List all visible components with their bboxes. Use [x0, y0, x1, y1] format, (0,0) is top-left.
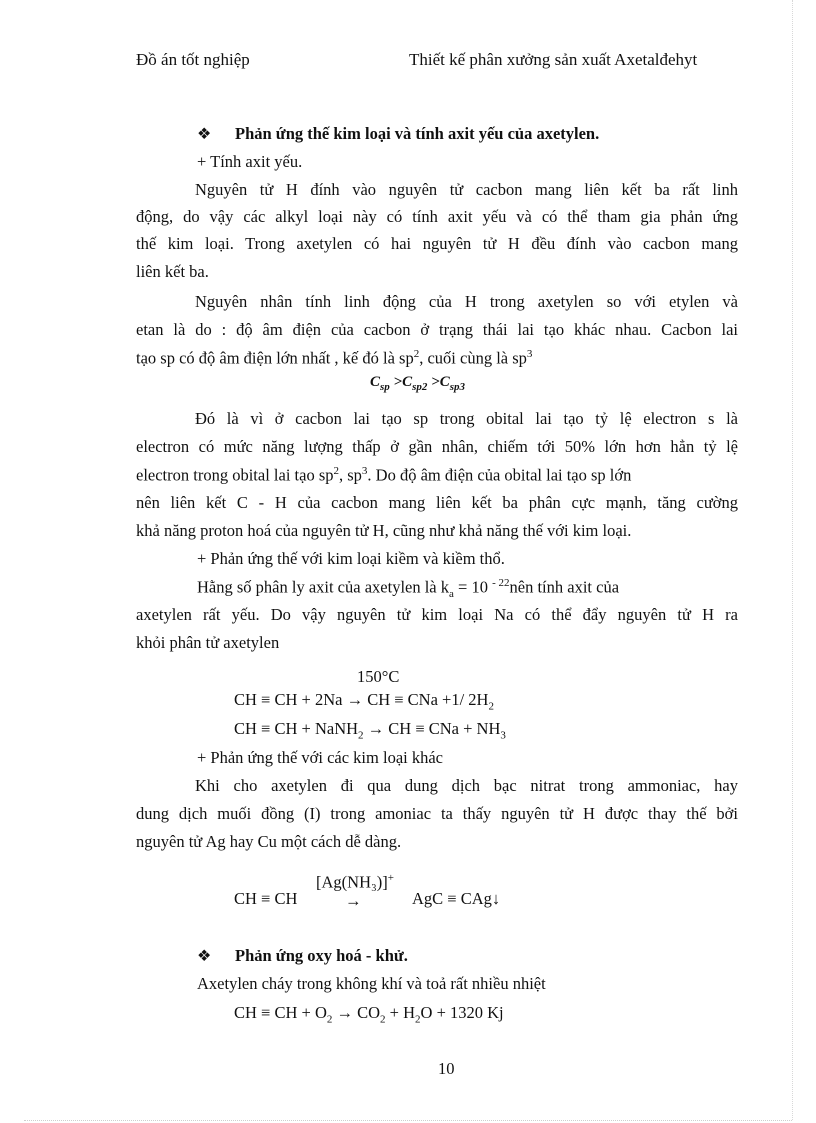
paragraph-line: Axetylen cháy trong không khí và toả rất nhiều nhiệt — [197, 974, 546, 993]
subheading-alkali-metals: + Phản ứng thế với kim loại kiềm và kiềm thổ. — [197, 549, 505, 568]
paragraph-line: Nguyên tử H đính vào nguyên tử cacbon mang liên kết ba rất linh — [195, 180, 738, 199]
paragraph-line: Nguyên nhân tính linh động của H trong axetylen so với etylen và — [195, 292, 738, 311]
page-right-border — [792, 0, 793, 1120]
paragraph-line: Khi cho axetylen đi qua dung dịch bạc nitrat trong ammoniac, hay — [195, 776, 738, 795]
reaction-arrow: → — [345, 891, 362, 910]
hybrid-electronegativity-formula: $C_{sp} >C_{sp2} >C_{sp3}$ — [370, 374, 466, 393]
paragraph-line-ka: Hằng số phân ly axit của axetylen là $k_a = 10$ $^{- 22}$nên tính axit của — [197, 577, 620, 600]
paragraph-line: Đó là vì ở cacbon lai tạo sp trong obital lai tạo tỷ lệ electron s là — [195, 409, 738, 428]
section-2-title: Phản ứng oxy hoá - khử. — [235, 946, 408, 965]
section-1-title: Phản ứng thế kim loại và tính axit yếu của axetylen. — [235, 124, 600, 143]
bullet-diamond-icon: ❖ — [197, 126, 212, 143]
paragraph-line: axetylen rất yếu. Do vậy nguyên tử kim loại Na có thể đẩy nguyên tử H ra — [136, 605, 738, 624]
reaction-equation-nanh2: CH ≡ CH + NaNH$_2$ → CH ≡ CNa + $NH_3$ — [234, 719, 506, 742]
header-left: Đồ án tốt nghiệp — [136, 50, 250, 69]
reaction-equation-na: CH ≡ CH + 2Na → CH ≡ CNa +1/ $2H_2$ — [234, 690, 494, 713]
paragraph-line: khả năng proton hoá của nguyên tử H, cũng như khả năng thế với kim loại. — [136, 521, 632, 540]
reaction-condition-silver-complex: [Ag(NH₃)]+ — [316, 872, 394, 892]
paragraph-line: electron có mức năng lượng thấp ở gần nhân, chiếm tới 50% lớn hơn hẳn tỷ lệ — [136, 437, 738, 456]
paragraph-line: nguyên tử Ag hay Cu một cách dễ dàng. — [136, 832, 402, 851]
reaction-equation-combustion: CH ≡ CH + $O_2 \to CO_2 + H_2O + 1320$ Kj — [234, 1003, 504, 1026]
bullet-diamond-icon: ❖ — [197, 948, 212, 965]
reaction-condition-temperature: 150°C — [357, 667, 400, 686]
header-right: Thiết kế phân xưởng sản xuất Axetalđehyt — [409, 50, 698, 69]
page-number: 10 — [438, 1059, 455, 1078]
paragraph-line: dung dịch muối đồng (I) trong amoniac ta thấy nguyên tử H được thay thế bởi — [136, 804, 738, 823]
reaction-equation-ag-left: CH ≡ CH — [234, 889, 298, 908]
paragraph-line: thế kim loại. Trong axetylen có hai nguyên tử H đều đính vào cacbon mang — [136, 234, 738, 253]
paragraph-line: liên kết ba. — [136, 262, 209, 281]
reaction-equation-ag-right: AgC ≡ CAg↓ — [412, 889, 501, 908]
paragraph-line: khỏi phân tử axetylen — [136, 633, 280, 652]
paragraph-line: nên liên kết C - H của cacbon mang liên kết ba phân cực mạnh, tăng cường — [136, 493, 738, 512]
paragraph-line-hybrid-2: electron trong obital lai tạo $sp^2$, $sp^3$. Do độ âm điện của obital lai tạo sp lớn — [136, 465, 632, 485]
page-bottom-border — [24, 1120, 792, 1121]
subheading-other-metals: + Phản ứng thế với các kim loại khác — [197, 748, 443, 767]
paragraph-line: động, do vậy các alkyl loại này có tính axit yếu và có thể tham gia phản ứng — [136, 207, 738, 226]
paragraph-line: etan là do : độ âm điện của cacbon ở trạng thái lai tạo khác nhau. Cacbon lai — [136, 320, 738, 339]
subheading-weak-acid: + Tính axit yếu. — [197, 152, 303, 171]
paragraph-line-hybrid: tạo sp có độ âm điện lớn nhất , kế đó là $sp^2$, cuối cùng là $sp^3$ — [136, 348, 533, 368]
